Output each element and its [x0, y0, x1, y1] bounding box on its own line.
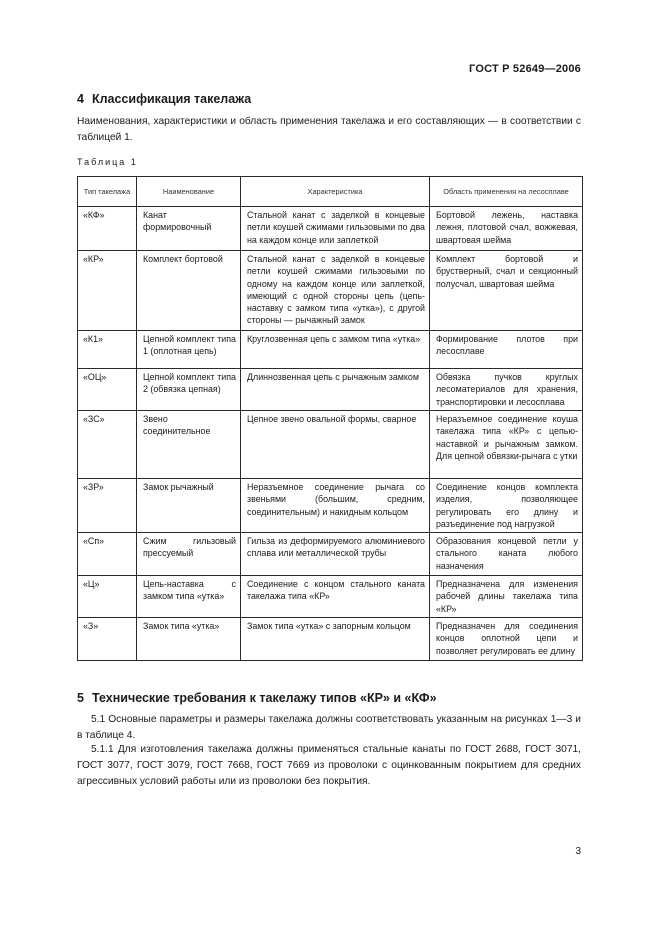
- header-type: Тип такелажа: [78, 177, 137, 207]
- cell-type: «ОЦ»: [78, 369, 137, 411]
- header-area: Область применения на лесосплаве: [430, 177, 583, 207]
- table-row: [78, 411, 583, 479]
- cell-name: Замок типа «утка»: [137, 618, 241, 661]
- cell-characteristic: Круглозвенная цепь с замком типа «утка»: [241, 331, 430, 369]
- cell-name: Замок рычажный: [137, 479, 241, 533]
- cell-area: Предназначена для изменения рабочей длины такелажа типа «КР»: [430, 576, 583, 618]
- cell-name: Комплект бортовой: [137, 251, 241, 331]
- cell-type: «КР»: [78, 251, 137, 331]
- table-header-row: [78, 177, 583, 207]
- cell-characteristic: Замок типа «утка» с запорным кольцом: [241, 618, 430, 661]
- table-row: [78, 618, 583, 661]
- section-5-title: Технические требования к такелажу типов «КР» и «КФ»: [91, 691, 437, 705]
- section-4-intro: Наименования, характеристики и область применения такелажа и его составляющих — в соответствии с таблицей 1.: [77, 116, 581, 143]
- cell-name: Сжим гильзовый прессуемый: [137, 533, 241, 576]
- section-4-title: Классификация такелажа: [91, 92, 252, 106]
- section-5-heading: [77, 691, 437, 705]
- cell-area: Обвязка пучков круглых лесоматериалов для хранения, транспортировки и лесосплава: [430, 369, 583, 411]
- cell-name: Звено соединительное: [137, 411, 241, 479]
- cell-type: «ЗС»: [78, 411, 137, 479]
- table-row: [78, 251, 583, 331]
- paragraph-5-1: 5.1 Основные параметры и размеры такелажа должны соответствовать указанным на рисунках 1—3 и в таблице 4.: [77, 714, 581, 741]
- classification-table: [77, 176, 583, 661]
- cell-characteristic: Неразъемное соединение рычага со звеньями (большим, средним, соединительным) и накидным кольцом: [241, 479, 430, 533]
- cell-name: Цепной комплект типа 2 (обвязка цепная): [137, 369, 241, 411]
- cell-type: «КФ»: [78, 207, 137, 251]
- cell-type: «Ц»: [78, 576, 137, 618]
- table-caption: Таблица 1: [77, 157, 138, 167]
- table-row: [78, 576, 583, 618]
- cell-name: Цепной комплект типа 1 (оплотная цепь): [137, 331, 241, 369]
- header-characteristic: Характеристика: [241, 177, 430, 207]
- table-row: [78, 331, 583, 369]
- cell-area: Бортовой лежень, наставка лежня, плотовой счал, вожжевая, швартовая шейма: [430, 207, 583, 251]
- cell-type: «К1»: [78, 331, 137, 369]
- cell-characteristic: Цепное звено овальной формы, сварное: [241, 411, 430, 479]
- table-row: [78, 533, 583, 576]
- document-code: ГОСТ Р 52649—2006: [469, 63, 581, 75]
- paragraph-5-1-1: 5.1.1 Для изготовления такелажа должны применяться стальные канаты по ГОСТ 2688, ГОСТ 3071, ГОСТ 3077, ГОСТ 3079, ГОСТ 7668, ГОСТ 7669 из проволоки с оцинкованным покрытием для средних агрессивных условий работы или из проволоки без покрытия.: [77, 744, 581, 787]
- cell-area: Соединение концов комплекта изделия, позволяющее регулировать его длину и разъединение под нагрузкой: [430, 479, 583, 533]
- section-4-heading: [77, 92, 251, 106]
- table-row: [78, 207, 583, 251]
- section-5-number: 5: [77, 691, 84, 705]
- cell-characteristic: Соединение с концом стального каната такелажа типа «КР»: [241, 576, 430, 618]
- cell-area: Предназначен для соединения концов оплотной цепи и позволяет регулировать ее длину: [430, 618, 583, 661]
- cell-characteristic: Длиннозвенная цепь с рычажным замком: [241, 369, 430, 411]
- cell-characteristic: Стальной канат с заделкой в концевые петли коушей сжимами гильзовыми по два на каждом конце или заплеткой: [241, 207, 430, 251]
- cell-area: Комплект бортовой и брустверный, счал и секционный полусчал, швартовая шейма: [430, 251, 583, 331]
- cell-type: «ЗР»: [78, 479, 137, 533]
- page-number: 3: [575, 846, 581, 857]
- cell-type: «З»: [78, 618, 137, 661]
- cell-area: Образования концевой петли у стального каната любого назначения: [430, 533, 583, 576]
- cell-characteristic: Гильза из деформируемого алюминиевого сплава или металлической трубы: [241, 533, 430, 576]
- header-name: Наименование: [137, 177, 241, 207]
- table-body: [78, 207, 583, 661]
- table-row: [78, 479, 583, 533]
- cell-name: Цепь-наставка с замком типа «утка»: [137, 576, 241, 618]
- cell-characteristic: Стальной канат с заделкой в концевые петли коушей сжимами гильзовыми по одному на каждом конце или заплеткой, имеющий с одной стороны цепь (цепь-наставку с замком типа «утка»), с другой стороны — рычажный замок: [241, 251, 430, 331]
- cell-name: Канат формировочный: [137, 207, 241, 251]
- section-4-number: 4: [77, 92, 84, 106]
- cell-type: «Сп»: [78, 533, 137, 576]
- cell-area: Формирование плотов при лесосплаве: [430, 331, 583, 369]
- table-row: [78, 369, 583, 411]
- cell-area: Неразъемное соединение коуша такелажа типа «КР» с цепью-наставкой и рычажным замком. Для цепной обвязки-рычага с утки: [430, 411, 583, 479]
